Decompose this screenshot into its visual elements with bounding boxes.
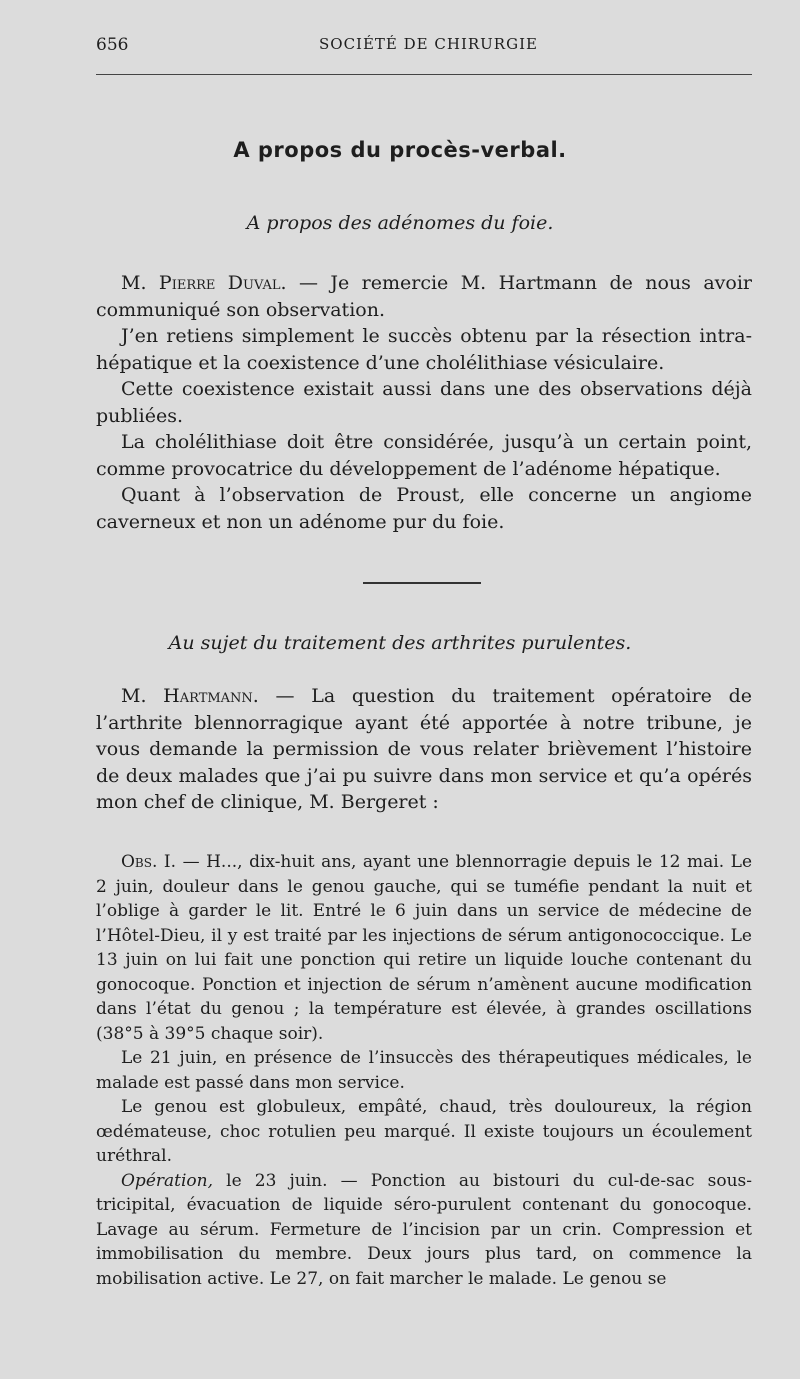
section-adenomes-body bbox=[96, 270, 752, 535]
operation-label: Opération, bbox=[121, 1170, 213, 1191]
paragraph bbox=[96, 683, 752, 816]
paragraph bbox=[96, 850, 752, 1046]
paragraph bbox=[96, 1169, 752, 1292]
paragraph: Quant à l’observation de Proust, elle concerne un angiome caverneux et non un adénome pur du foie. bbox=[96, 484, 752, 533]
paragraph-text: le 23 juin. — Ponction au bistouri du cul-de-sac sous-tricipital, évacuation de liquide séro-purulent contenant du gonocoque. Lavage au sérum. Fermeture de l’incision par un crin. Compression et immobilisation du membre. Deux jours plus tard, on commence la mobilisation active. Le 27, on fait marcher le malade. Le genou se bbox=[96, 1170, 752, 1289]
section-arthrites-intro bbox=[96, 683, 752, 816]
paragraph-text: — H..., dix-huit ans, ayant une blennorragie depuis le 12 mai. Le 2 juin, douleur dans le genou gauche, qui se tuméfie pendant la nuit et l’oblige à garder le lit. Entré le 6 juin dans un service de médecine de l’Hôtel-Dieu, il y est traité par les injections de sérum antigonococcique. Le 13 juin on lui fait une ponction qui retire un liquide louche contenant du gonocoque. Ponction et injection de sérum n’amènent aucune modification dans l’état du genou ; la température est élevée, à grandes oscillations (38°5 à 39°5 chaque soir). bbox=[96, 852, 753, 1044]
paragraph: J’en retiens simplement le succès obtenu par la résection intra-hépatique et la coexistence d’une cholélithiase vésiculaire. bbox=[96, 325, 752, 374]
observation-label: Obs. I. bbox=[121, 852, 177, 872]
header-rule bbox=[96, 74, 752, 75]
running-title: SOCIÉTÉ DE CHIRURGIE bbox=[319, 35, 538, 53]
paragraph-text: — Je remercie M. Hartmann de nous avoir communiqué son observation. bbox=[96, 272, 753, 321]
speaker-name: M. Pierre Duval. bbox=[121, 272, 287, 294]
page-header bbox=[96, 35, 752, 63]
paragraph: La cholélithiase doit être considérée, jusqu’à un certain point, comme provocatrice du développement de l’adénome hépatique. bbox=[96, 431, 752, 480]
page-number: 656 bbox=[96, 35, 129, 55]
subsection-title-adenomes: A propos des adénomes du foie. bbox=[246, 212, 554, 234]
section-title: A propos du procès-verbal. bbox=[233, 138, 567, 162]
paragraph bbox=[96, 270, 752, 323]
paragraph: Cette coexistence existait aussi dans une des observations déjà publiées. bbox=[96, 378, 752, 427]
paragraph-text: — La question du traitement opératoire de l’arthrite blennorragique ayant été apportée à notre tribune, je vous demande la permission de vous relater brièvement l’histoire de deux malades que j’ai pu suivre dans mon service et qu’a opérés mon chef de clinique, M. Bergeret : bbox=[96, 685, 752, 813]
paragraph: Le genou est globuleux, empâté, chaud, très douloureux, la région œdémateuse, choc rotulien peu marqué. Il existe toujours un écoulement uréthral. bbox=[96, 1097, 752, 1166]
observation-block bbox=[96, 850, 752, 1291]
paragraph: Le 21 juin, en présence de l’insuccès des thérapeutiques médicales, le malade est passé dans mon service. bbox=[96, 1048, 752, 1093]
section-separator bbox=[363, 582, 481, 584]
speaker-name: M. Hartmann. bbox=[121, 685, 259, 707]
subsection-title-arthrites: Au sujet du traitement des arthrites purulentes. bbox=[168, 632, 632, 654]
